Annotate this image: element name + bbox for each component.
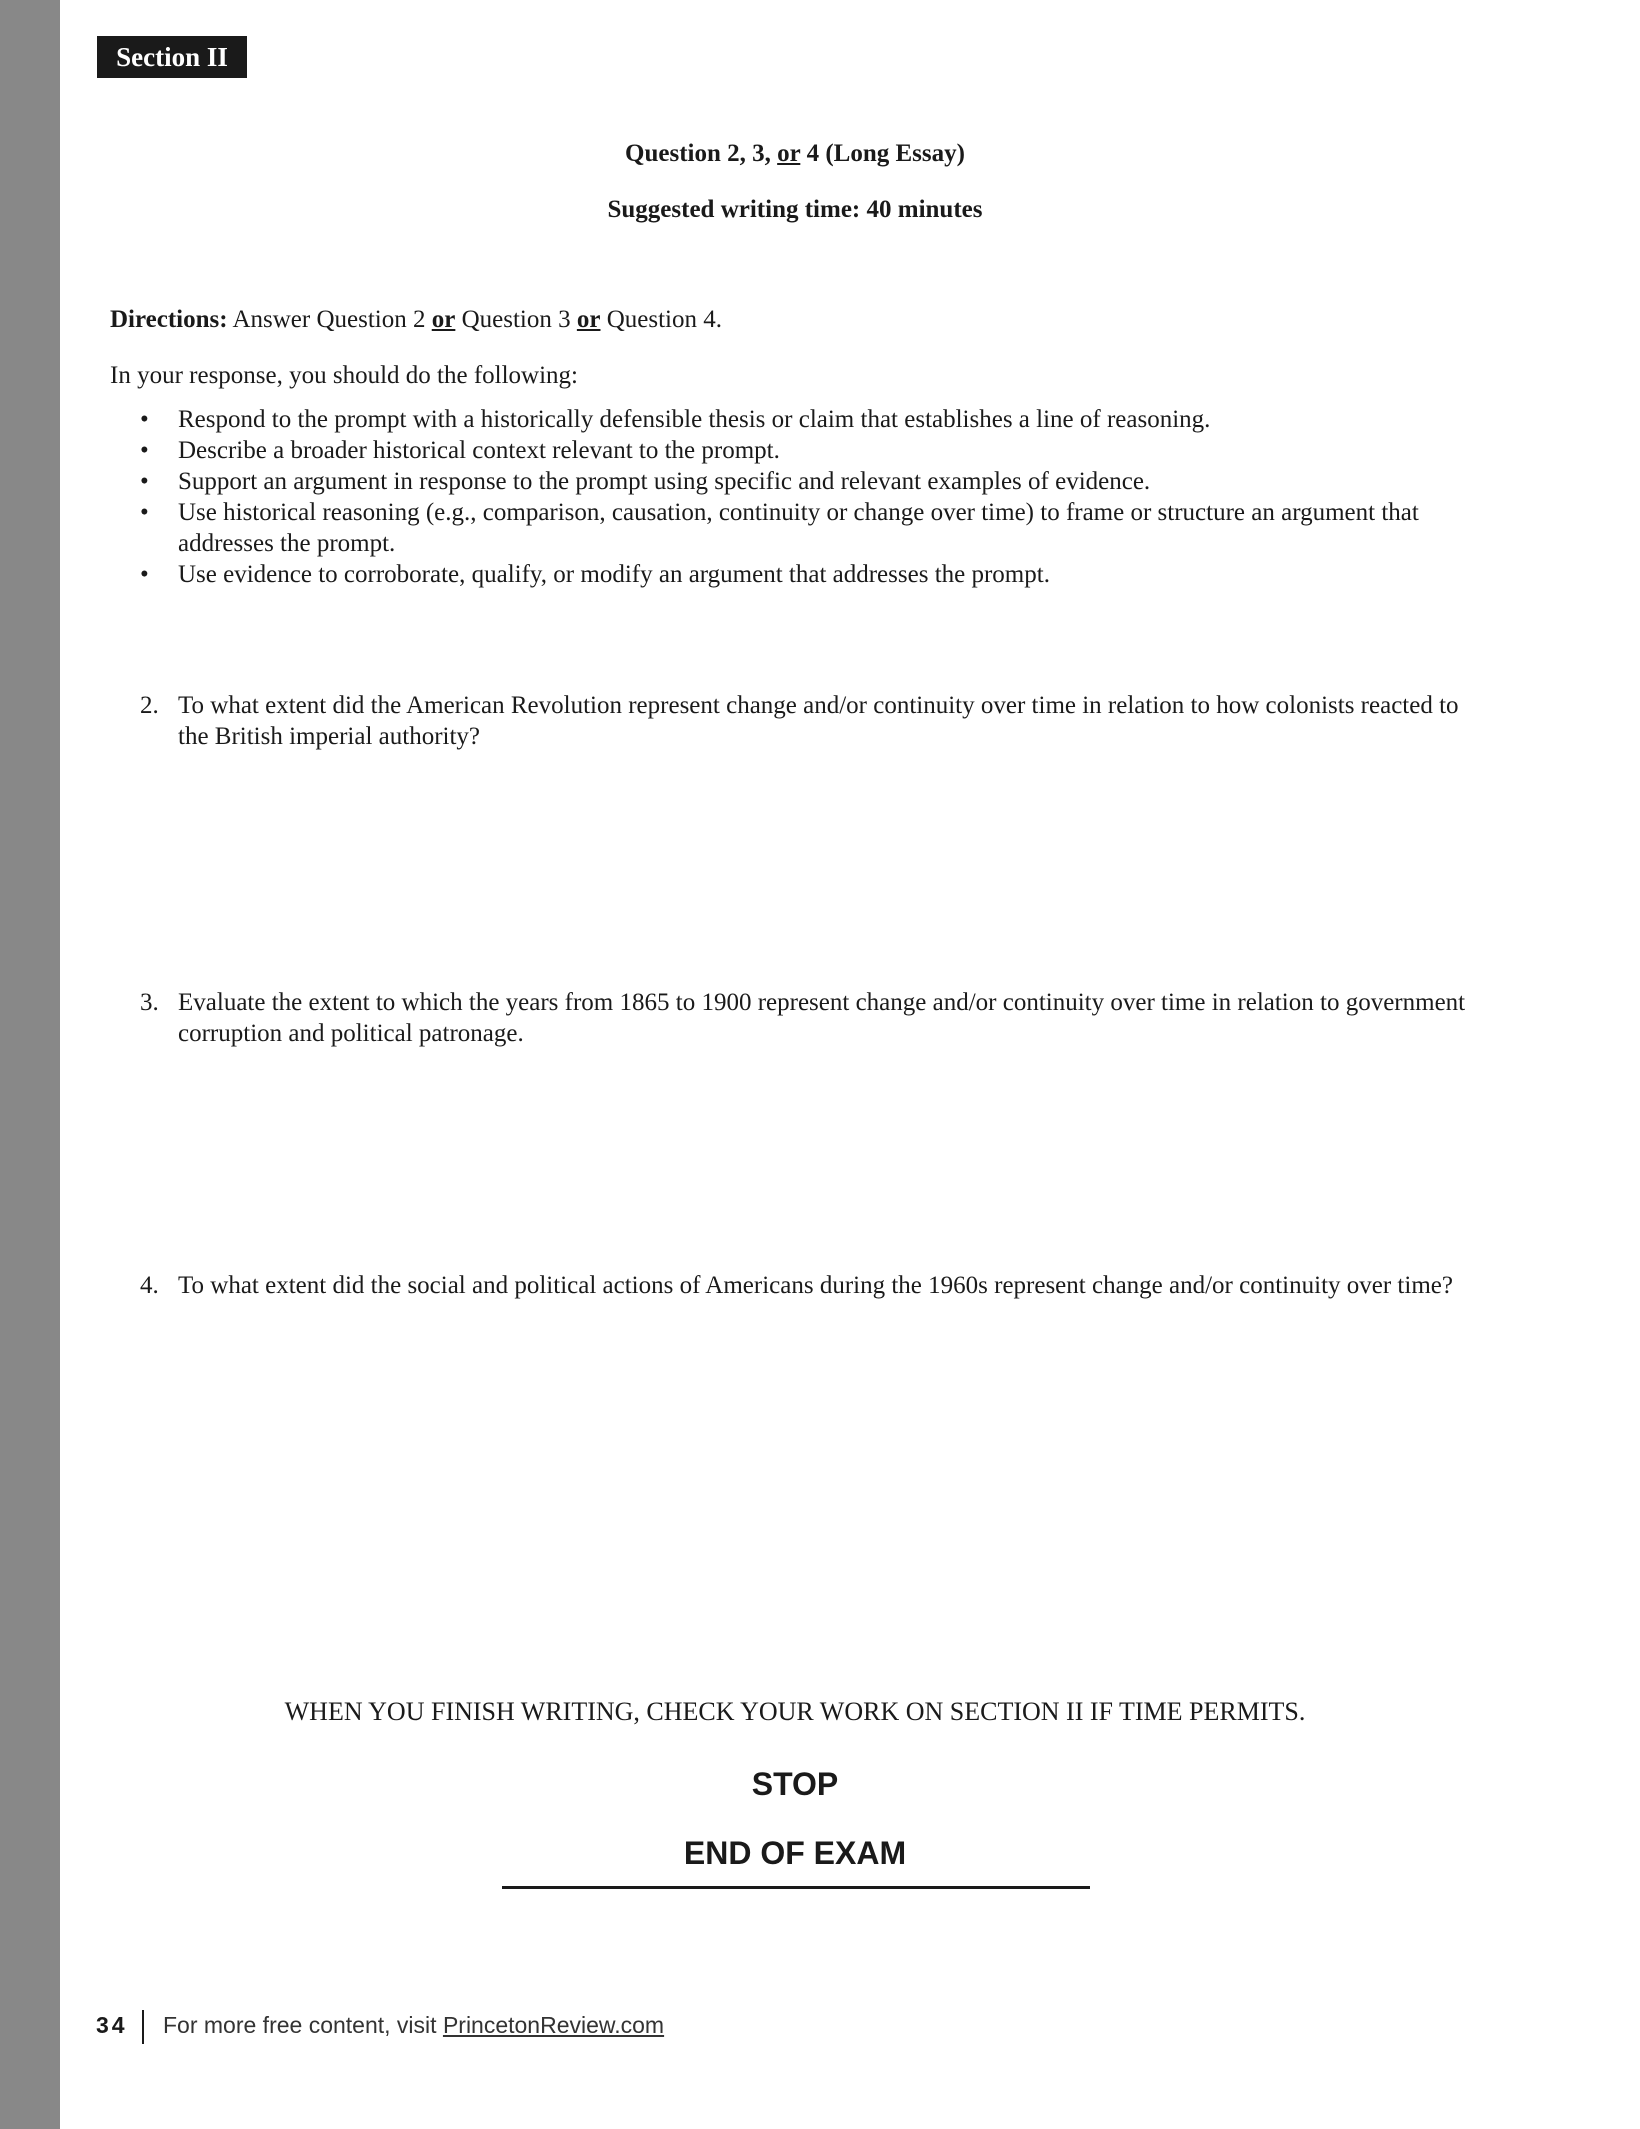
list-item-text: Support an argument in response to the prompt using specific and relevant examples of evidence.	[178, 468, 1151, 495]
stop-label: STOP	[751, 1766, 839, 1802]
list-item-text: Use historical reasoning (e.g., comparison, causation, continuity or change over time) to frame or structure an argument that addresses the prompt.	[178, 499, 1419, 557]
end-of-exam-label: END OF EXAM	[683, 1835, 907, 1871]
question-heading-or: or	[777, 140, 801, 167]
footer-divider	[142, 2010, 144, 2044]
bullet-icon: •	[140, 499, 149, 526]
question-4	[110, 1270, 1490, 1301]
directions-or2: or	[576, 306, 601, 333]
section-tab: Section II	[97, 36, 247, 78]
directions-or1: or	[431, 306, 456, 333]
requirements-list	[110, 404, 1490, 590]
writing-time: Suggested writing time: 40 minutes	[607, 196, 983, 223]
list-item	[110, 497, 1490, 559]
list-item	[110, 466, 1490, 497]
finish-note: WHEN YOU FINISH WRITING, CHECK YOUR WORK ON SECTION II IF TIME PERMITS.	[284, 1697, 1306, 1726]
question-heading	[500, 140, 1090, 168]
question-number: 4.	[140, 1272, 159, 1299]
question-text: Evaluate the extent to which the years from 1865 to 1900 represent change and/or continuity over time in relation to government corruption and political patronage.	[178, 989, 1466, 1047]
question-2	[110, 690, 1490, 752]
footer-text	[163, 2012, 664, 2039]
bullet-icon: •	[140, 437, 149, 464]
question-number: 3.	[140, 989, 159, 1016]
side-margin-bar	[0, 0, 60, 2129]
footer-label: For more free content, visit	[163, 2012, 443, 2038]
directions	[110, 306, 722, 334]
list-item	[110, 559, 1490, 590]
question-heading-suffix: 4 (Long Essay)	[800, 140, 965, 167]
bullet-icon: •	[140, 406, 149, 433]
question-text: To what extent did the social and political actions of Americans during the 1960s represent change and/or continuity over time?	[178, 1272, 1453, 1299]
question-number: 2.	[140, 692, 159, 719]
princeton-review-link[interactable]: PrincetonReview.com	[442, 2012, 665, 2038]
bullet-icon: •	[140, 468, 149, 495]
directions-label: Directions:	[110, 306, 228, 333]
question-heading-prefix: Question 2, 3,	[625, 140, 778, 167]
list-item	[110, 435, 1490, 466]
list-item-text: Use evidence to corroborate, qualify, or modify an argument that addresses the prompt.	[178, 561, 1050, 588]
intro-text: In your response, you should do the following:	[110, 362, 579, 389]
page-number: 34	[96, 2012, 128, 2038]
directions-part2: Question 3	[455, 306, 577, 333]
question-text: To what extent did the American Revolution represent change and/or continuity over time in relation to how colonists reacted to the British imperial authority?	[178, 692, 1459, 750]
directions-part3: Question 4.	[600, 306, 723, 333]
end-divider	[502, 1886, 1090, 1889]
list-item-text: Respond to the prompt with a historically defensible thesis or claim that establishes a line of reasoning.	[178, 406, 1211, 433]
list-item	[110, 404, 1490, 435]
list-item-text: Describe a broader historical context relevant to the prompt.	[178, 437, 780, 464]
bullet-icon: •	[140, 561, 149, 588]
directions-part1: Answer Question 2	[227, 306, 432, 333]
question-3	[110, 987, 1490, 1049]
